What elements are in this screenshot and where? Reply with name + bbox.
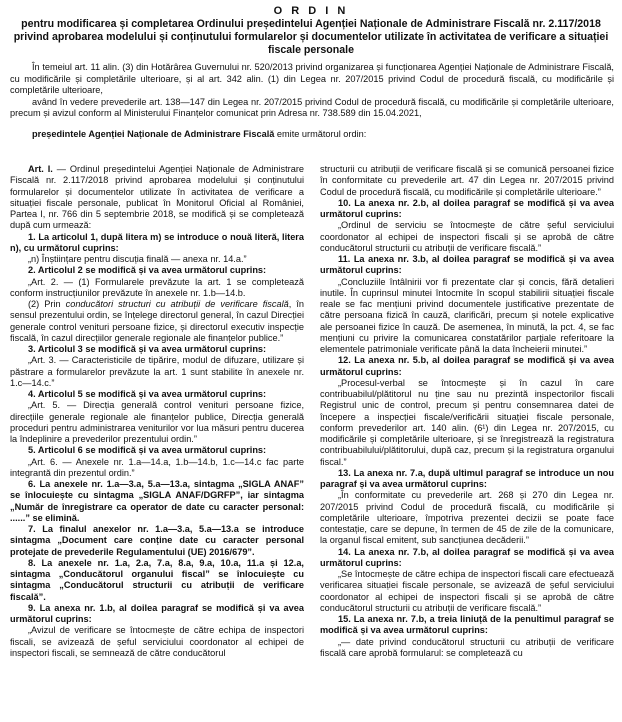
paragraph-text: structurii cu atribuții de verificare fiscală și se comunică persoanei fizice în conformitate cu prevederile art. 47 din Legea nr. 207/2015 privind Codul de procedură fiscală, cu modificările și completările ulterioare.” <box>320 164 614 197</box>
right-column <box>320 164 614 722</box>
paragraph-bold-text: 4. Articolul 5 se modifică și va avea următorul cuprins: <box>28 389 267 399</box>
paragraph-text: „Se întocmește de către echipa de inspectori fiscali care efectuează verificarea situației fiscale personale, se avizează de șeful serviciului coordonator al echipei de inspectori fiscali și se aprobă de către conducătorul structurii cu atribuții de verificare fiscală.” <box>320 569 614 613</box>
document-header <box>0 5 622 57</box>
paragraph-bold-text: 6. La anexele nr. 1.a—3.a, 5.a—13.a, sintagma „SIGLA ANAF” se înlocuiește cu sintagma „SIGLA ANAF/DGRFP”, iar sintagma „Număr de înregistrare ca operator de date cu caracter personal: ......” se elimină. <box>10 479 304 523</box>
issuer-statement <box>0 129 622 141</box>
paragraph-text: , în sensul prezentului ordin, se înțelege directorul general, în cazul Direcției generale control venituri persoane fizice, și directorul executiv inspecție fiscală, în cazul direcțiilor generale regionale ale finanțelor publice.” <box>10 299 304 343</box>
paragraph-bold-text: 2. Articolul 2 se modifică și va avea următorul cuprins: <box>28 265 267 276</box>
body-paragraph <box>10 625 304 659</box>
paragraph-text: „Avizul de verificare se întocmește de către echipa de inspectori fiscali, se avizează de șeful serviciului coordonator al echipei de inspectori fiscali, se semnează de către conducătorul <box>10 625 304 658</box>
paragraph-text: „În conformitate cu prevederile art. 268 și 270 din Legea nr. 207/2015 privind Codul de procedură fiscală, cu modificările și completările ulterioare, împotriva prezentei decizii se poate face contestație, care se depune, în termen de 45 de zile de la comunicare, la organul fiscal emitent, sub sancțiunea decăderii.” <box>320 490 614 546</box>
preamble <box>0 62 622 120</box>
paragraph-text: „Ordinul de serviciu se întocmește de către șeful serviciului coordonator al echipei de inspectori fiscali și se aprobă de către conducătorul structurii cu atribuții de verificare fiscală.” <box>320 220 614 253</box>
body-paragraph <box>320 355 614 378</box>
body-paragraph <box>320 614 614 637</box>
body-columns <box>10 164 614 722</box>
body-paragraph <box>320 277 614 356</box>
body-paragraph <box>320 547 614 570</box>
paragraph-text: „Concluziile întâlnirii vor fi prezentate clar și concis, fără detalieri inutile. În cuprinsul minutei întocmite în scopul stabilirii situației fiscale reale se fac mențiuni privind documentele justificative prezentate de către persoana fizică în cauză, clarificări, precum și notele explicative ale persoanei fizice în cauză. De asemenea, în minută, la pct. 4, se fac mențiuni cu privire la comunicarea constatărilor parțiale referitoare la elementele patrimoniale verificate până la data încheierii minutei.” <box>320 276 614 354</box>
paragraph-bold-text: 14. La anexa nr. 7.b, al doilea paragraf se modifică și va avea următorul cuprins: <box>320 546 614 568</box>
body-paragraph <box>10 277 304 300</box>
body-paragraph <box>10 254 304 265</box>
paragraph-text: „— date privind conducătorul structurii cu atribuții de verificare fiscală care aprobă formularul: se completează cu <box>320 636 614 658</box>
body-paragraph <box>10 603 304 626</box>
paragraph-text: „Art. 2. — (1) Formularele prevăzute la art. 1 se completează conform instrucțiunilor prevăzute în anexele nr. 1.b—14.b. <box>10 276 304 298</box>
body-paragraph <box>10 232 304 255</box>
body-paragraph <box>10 524 304 558</box>
preamble-paragraph: În temeiul art. 11 alin. (3) din Hotărârea Guvernului nr. 520/2013 privind organizarea și funcționarea Agenției Naționale de Administrare Fiscală, cu modificările și completările ulterioare, și al art. 342 alin. (1) din Legea nr. 207/2015 privind Codul de procedură fiscală, cu modificările și completările ulterioare, <box>10 62 614 96</box>
body-paragraph <box>320 490 614 546</box>
body-paragraph <box>10 445 304 456</box>
body-paragraph <box>10 389 304 400</box>
body-paragraph <box>10 355 304 389</box>
paragraph-text: (2) Prin <box>28 299 66 309</box>
body-paragraph <box>320 637 614 660</box>
body-paragraph <box>10 479 304 524</box>
body-paragraph <box>320 198 614 221</box>
body-paragraph <box>10 558 304 603</box>
issuer-name: președintele Agenției Naționale de Administrare Fiscală <box>32 128 275 139</box>
paragraph-bold-text: 5. Articolul 6 se modifică și va avea următorul cuprins: <box>28 445 267 456</box>
paragraph-text: „Procesul-verbal se întocmește și în cazul în care contribuabilul/plătitorul nu ține sau nu prezintă inspectorilor fiscali Registrul unic de control, precum și pentru consemnarea datei de începere a inspecției fiscale/verificării situației fiscale personale, conform prevederilor art. 140 alin. (6¹) din Legea nr. 207/2015, cu modificările și completările ulterioare, și se înregistrează la registratura contribuabilului/plătitorului, după caz, precum și la registratura organului fiscal.” <box>320 377 614 467</box>
body-paragraph <box>320 220 614 254</box>
paragraph-text: „Art. 3. — Caracteristicile de tipărire, modul de difuzare, utilizare și păstrare a formularelor prevăzute la art. 1 sunt stabilite în anexele nr. 1.c—14.c.” <box>10 355 304 388</box>
paragraph-text: „n) Înștiințare pentru discuția finală — anexa nr. 14.a.” <box>28 254 247 264</box>
paragraph-bold-text: 13. La anexa nr. 7.a, după ultimul paragraf se introduce un nou paragraf și va avea următorul cuprins: <box>320 467 614 489</box>
paragraph-text: „Art. 6. — Anexele nr. 1.a—14.a, 1.b—14.b, 1.c—14.c fac parte integrantă din prezentul ordin.” <box>10 456 304 478</box>
paragraph-bold-text: 12. La anexa nr. 5.b, al doilea paragraf se modifică și va avea următorul cuprins: <box>320 355 614 377</box>
preamble-paragraph: având în vedere prevederile art. 138—147 din Legea nr. 207/2015 privind Codul de procedură fiscală, cu modificările și completările ulterioare, precum și avizul conform al Ministerului Finanțelor comunicat prin Adresa nr. 738.589 din 15.04.2021, <box>10 96 614 119</box>
body-paragraph <box>10 344 304 355</box>
document-subtitle: pentru modificarea și completarea Ordinului președintelui Agenției Naționale de Administrare Fiscală nr. 2.117/2018 privind aprobarea modelului și conținutului formularelor și documentelor utilizate în activitatea de verificare a situației fiscale personale <box>13 18 609 56</box>
paragraph-bold-text: 10. La anexa nr. 2.b, al doilea paragraf se modifică și va avea următorul cuprins: <box>320 197 614 219</box>
body-paragraph <box>320 254 614 277</box>
paragraph-bold-text: 1. La articolul 1, după litera m) se introduce o nouă literă, litera n), cu următorul cuprins: <box>10 231 304 253</box>
body-paragraph <box>10 299 304 344</box>
paragraph-bold-text: Art. I. <box>28 164 53 174</box>
paragraph-text: — Ordinul președintelui Agenției Naționale de Administrare Fiscală nr. 2.117/2018 privind aprobarea modelului și conținutului formularelor și documentelor utilizate în activitatea de verificare a situației fiscale personale, publicat în Monitorul Oficial al României, Partea I, nr. 766 din 5 septembrie 2018, se modifică și se completează după cum urmează: <box>10 164 304 231</box>
left-column <box>10 164 304 722</box>
body-paragraph <box>320 164 614 198</box>
body-paragraph <box>320 378 614 468</box>
issuer-rest: emite următorul ordin: <box>274 128 367 139</box>
body-paragraph <box>10 400 304 445</box>
body-paragraph <box>320 468 614 491</box>
paragraph-italic-text: conducători structuri cu atribuții de verificare fiscală <box>65 299 289 309</box>
body-paragraph <box>320 569 614 614</box>
paragraph-bold-text: 15. La anexa nr. 7.b, a treia liniuță de la penultimul paragraf se modifică și va avea următorul cuprins: <box>320 614 614 636</box>
body-paragraph <box>10 457 304 480</box>
paragraph-text: „Art. 5. — Direcția generală control venituri persoane fizice, direcțiile generale regionale ale finanțelor publice, Direcția generală proceduri pentru administrarea veniturilor vor lua măsuri pentru ducerea la îndeplinire a prevederilor prezentului ordin.” <box>10 400 304 444</box>
paragraph-bold-text: 8. La anexele nr. 1.a, 2.a, 7.a, 8.a, 9.a, 10.a, 11.a și 12.a, sintagma „Conducătorul organului fiscal” se înlocuiește cu sintagma „Conducătorul structurii cu atribuții de verificare fiscală”. <box>10 557 304 602</box>
paragraph-bold-text: 11. La anexa nr. 3.b, al doilea paragraf se modifică și va avea următorul cuprins: <box>320 254 614 276</box>
body-paragraph <box>10 265 304 276</box>
paragraph-bold-text: 3. Articolul 3 se modifică și va avea următorul cuprins: <box>28 344 267 354</box>
body-paragraph <box>10 164 304 232</box>
paragraph-bold-text: 7. La finalul anexelor nr. 1.a—3.a, 5.a—13.a se introduce sintagma „Document care conține date cu caracter personal protejate de prevederile Regulamentului (UE) 2016/679”. <box>10 524 304 557</box>
paragraph-bold-text: 9. La anexa nr. 1.b, al doilea paragraf se modifică și va avea următorul cuprins: <box>10 602 304 624</box>
document-title: O R D I N <box>273 5 349 17</box>
